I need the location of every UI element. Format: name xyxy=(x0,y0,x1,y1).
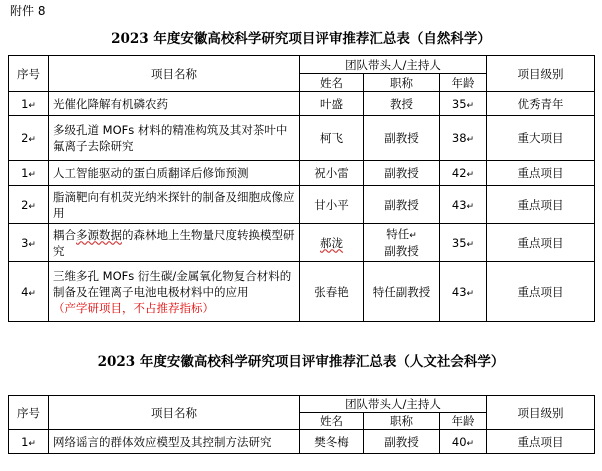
header-age: 年龄 xyxy=(440,413,487,430)
row-level: 重点项目 xyxy=(487,224,595,262)
row-title: 副教授 xyxy=(364,161,440,186)
row-level: 重点项目 xyxy=(487,161,595,186)
header-person-name: 姓名 xyxy=(300,413,364,430)
header-project-name: 项目名称 xyxy=(49,396,300,430)
table-header-row xyxy=(9,56,595,74)
header-age: 年龄 xyxy=(440,74,487,92)
row-age: 40↵ xyxy=(440,430,487,454)
row-level: 重点项目 xyxy=(487,186,595,224)
row-seq: 1↵ xyxy=(9,161,49,186)
table-row xyxy=(9,262,595,322)
header-team-leader: 团队带头人/主持人 xyxy=(300,396,487,413)
row-project-note: （产学研项目，不占推荐指标） xyxy=(53,300,214,315)
row-level: 重点项目 xyxy=(487,262,595,322)
table-row xyxy=(9,161,595,186)
row-project-name: 脂滴靶向有机荧光纳米探针的制备及细胞成像应用 xyxy=(49,186,300,224)
row-age: 43↵ xyxy=(440,186,487,224)
row-level: 优秀青年 xyxy=(487,92,595,116)
header-title: 职称 xyxy=(364,74,440,92)
spellcheck-underline: 多源数据 xyxy=(76,227,122,242)
row-title: 教授 xyxy=(364,92,440,116)
row-title: 副教授 xyxy=(364,430,440,454)
row-person-name: 柯飞 xyxy=(300,116,364,161)
header-seq: 序号 xyxy=(9,56,49,92)
row-project-name: 三维多孔 MOFs 衍生碳/金属氧化物复合材料的制备及在锂离子电池电极材料中的应用 （产学研项目，不占推荐指标） xyxy=(49,262,300,322)
row-title: 副教授 xyxy=(364,116,440,161)
header-project-level: 项目级别 xyxy=(487,396,595,430)
row-title: 特任↵ 副教授 xyxy=(364,224,440,262)
attachment-label: 附件 8 xyxy=(10,4,46,18)
table-row xyxy=(9,116,595,161)
row-seq: 1↵ xyxy=(9,430,49,454)
header-title: 职称 xyxy=(364,413,440,430)
row-project-name: 耦合多源数据的森林地上生物量尺度转换模型研究 xyxy=(49,224,300,262)
row-title: 特任副教授 xyxy=(364,262,440,322)
row-age: 35↵ xyxy=(440,224,487,262)
row-seq: 3↵ xyxy=(9,224,49,262)
table-row xyxy=(9,92,595,116)
row-age: 43↵ xyxy=(440,262,487,322)
table1-title: 2023 年度安徽高校科学研究项目评审推荐汇总表（自然科学） xyxy=(111,31,491,47)
row-level: 重点项目 xyxy=(487,430,595,454)
row-person-name: 张春艳 xyxy=(300,262,364,322)
row-person-name: 叶盛 xyxy=(300,92,364,116)
row-age: 42↵ xyxy=(440,161,487,186)
row-person-name: 甘小平 xyxy=(300,186,364,224)
table-row xyxy=(9,430,595,454)
social-science-table xyxy=(8,395,595,454)
header-project-level: 项目级别 xyxy=(487,56,595,92)
row-project-name: 多级孔道 MOFs 材料的精准构筑及其对茶叶中氟离子去除研究 xyxy=(49,116,300,161)
row-age: 38↵ xyxy=(440,116,487,161)
row-seq: 4↵ xyxy=(9,262,49,322)
row-seq: 1↵ xyxy=(9,92,49,116)
row-age: 35↵ xyxy=(440,92,487,116)
row-level: 重大项目 xyxy=(487,116,595,161)
header-project-name: 项目名称 xyxy=(49,56,300,92)
row-person-name: 樊冬梅 xyxy=(300,430,364,454)
header-person-name: 姓名 xyxy=(300,74,364,92)
row-person-name: 祝小雷 xyxy=(300,161,364,186)
header-seq: 序号 xyxy=(9,396,49,430)
row-project-name: 光催化降解有机磷农药 xyxy=(49,92,300,116)
row-project-name: 网络谣言的群体效应模型及其控制方法研究 xyxy=(49,430,300,454)
table-row xyxy=(9,224,595,262)
natural-science-table xyxy=(8,55,595,322)
row-title: 副教授 xyxy=(364,186,440,224)
row-seq: 2↵ xyxy=(9,186,49,224)
row-person-name: 郝泷 xyxy=(300,224,364,262)
row-project-name: 人工智能驱动的蛋白质翻译后修饰预测 xyxy=(49,161,300,186)
row-seq: 2↵ xyxy=(9,116,49,161)
table-row xyxy=(9,186,595,224)
header-team-leader: 团队带头人/主持人 xyxy=(300,56,487,74)
table2-title: 2023 年度安徽高校科学研究项目评审推荐汇总表（人文社会科学） xyxy=(97,354,505,370)
table-header-row xyxy=(9,396,595,413)
